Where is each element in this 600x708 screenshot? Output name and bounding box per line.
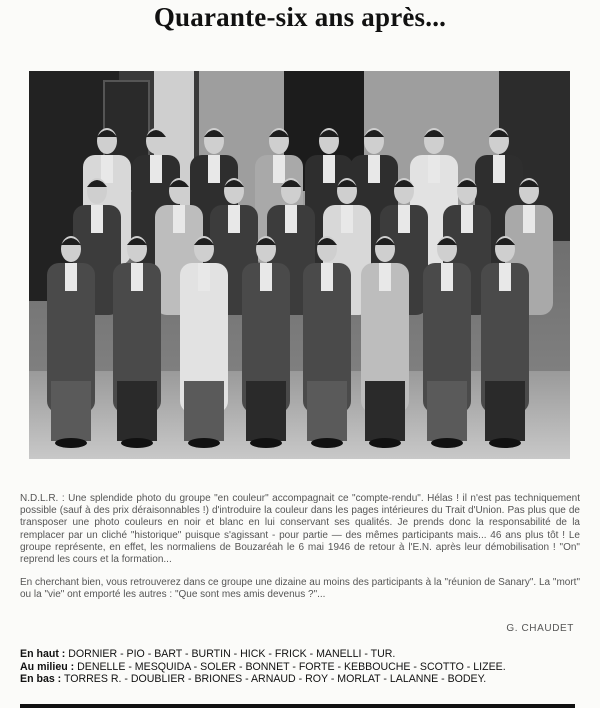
- names-caption: [20, 648, 590, 686]
- person-figure: [481, 236, 529, 448]
- group-photo-drawing: [29, 71, 570, 459]
- editor-note: [20, 493, 580, 602]
- names-row-middle-label: Au milieu :: [20, 660, 75, 673]
- signature: G. CHAUDET: [506, 623, 574, 634]
- bottom-rule: [20, 704, 575, 708]
- person-figure: [423, 236, 471, 448]
- names-row-bottom-list: TORRES R. - DOUBLIER - BRIONES - ARNAUD - ROY - MORLAT - LALANNE - BODEY.: [63, 673, 487, 686]
- person-figure: [361, 236, 409, 448]
- names-row-top-list: DORNIER - PIO - BART - BURTIN - HICK - FRICK - MANELLI - TUR.: [68, 648, 396, 660]
- person-figure: [180, 236, 228, 448]
- names-row-top-label: En haut :: [20, 648, 66, 660]
- names-row-bottom-label: En bas :: [20, 673, 62, 686]
- person-figure: [113, 236, 161, 448]
- editor-note-paragraph-2: En cherchant bien, vous retrouverez dans ce groupe une dizaine au moins des participants à la "réunion de Sanary". La "mort" ou la "vie" ont emporté les autres : "Que sont mes amis devenus ?"...: [20, 577, 580, 601]
- person-figure: [303, 236, 351, 448]
- names-row-middle: [20, 661, 590, 674]
- person-figure: [242, 236, 290, 448]
- names-row-middle-list: DENELLE - MESQUIDA - SOLER - BONNET - FORTE - KEBBOUCHE - SCOTTO - LIZEE.: [77, 660, 506, 673]
- person-figure: [47, 236, 95, 448]
- names-row-top: [20, 648, 590, 661]
- group-photo: [29, 71, 570, 459]
- names-row-bottom: [20, 673, 590, 686]
- editor-note-paragraph-1: N.D.L.R. : Une splendide photo du groupe "en couleur" accompagnait ce "compte-rendu". Hélas ! il n'est pas techniquement possible (sauf à des prix déraisonnables !) d'introduire la couleur dans les pages intérieures du Trait d'Union. Pas plus que de transposer une photo couleurs en noir et blanc en lui conservant ses qualités. Je prends donc la responsabilité de la remplacer par un cliché "historique" puisque s'agissant - pour partie — des mêmes participants mais... 46 ans plus tôt ! Le groupe représente, en effet, les normaliens de Bouzaréah le 6 mai 1946 de retour à l'E.N. après leur démobilisation ! "On" reprend les cours et la formation...: [20, 493, 580, 566]
- page-title: Quarante-six ans après...: [153, 2, 447, 32]
